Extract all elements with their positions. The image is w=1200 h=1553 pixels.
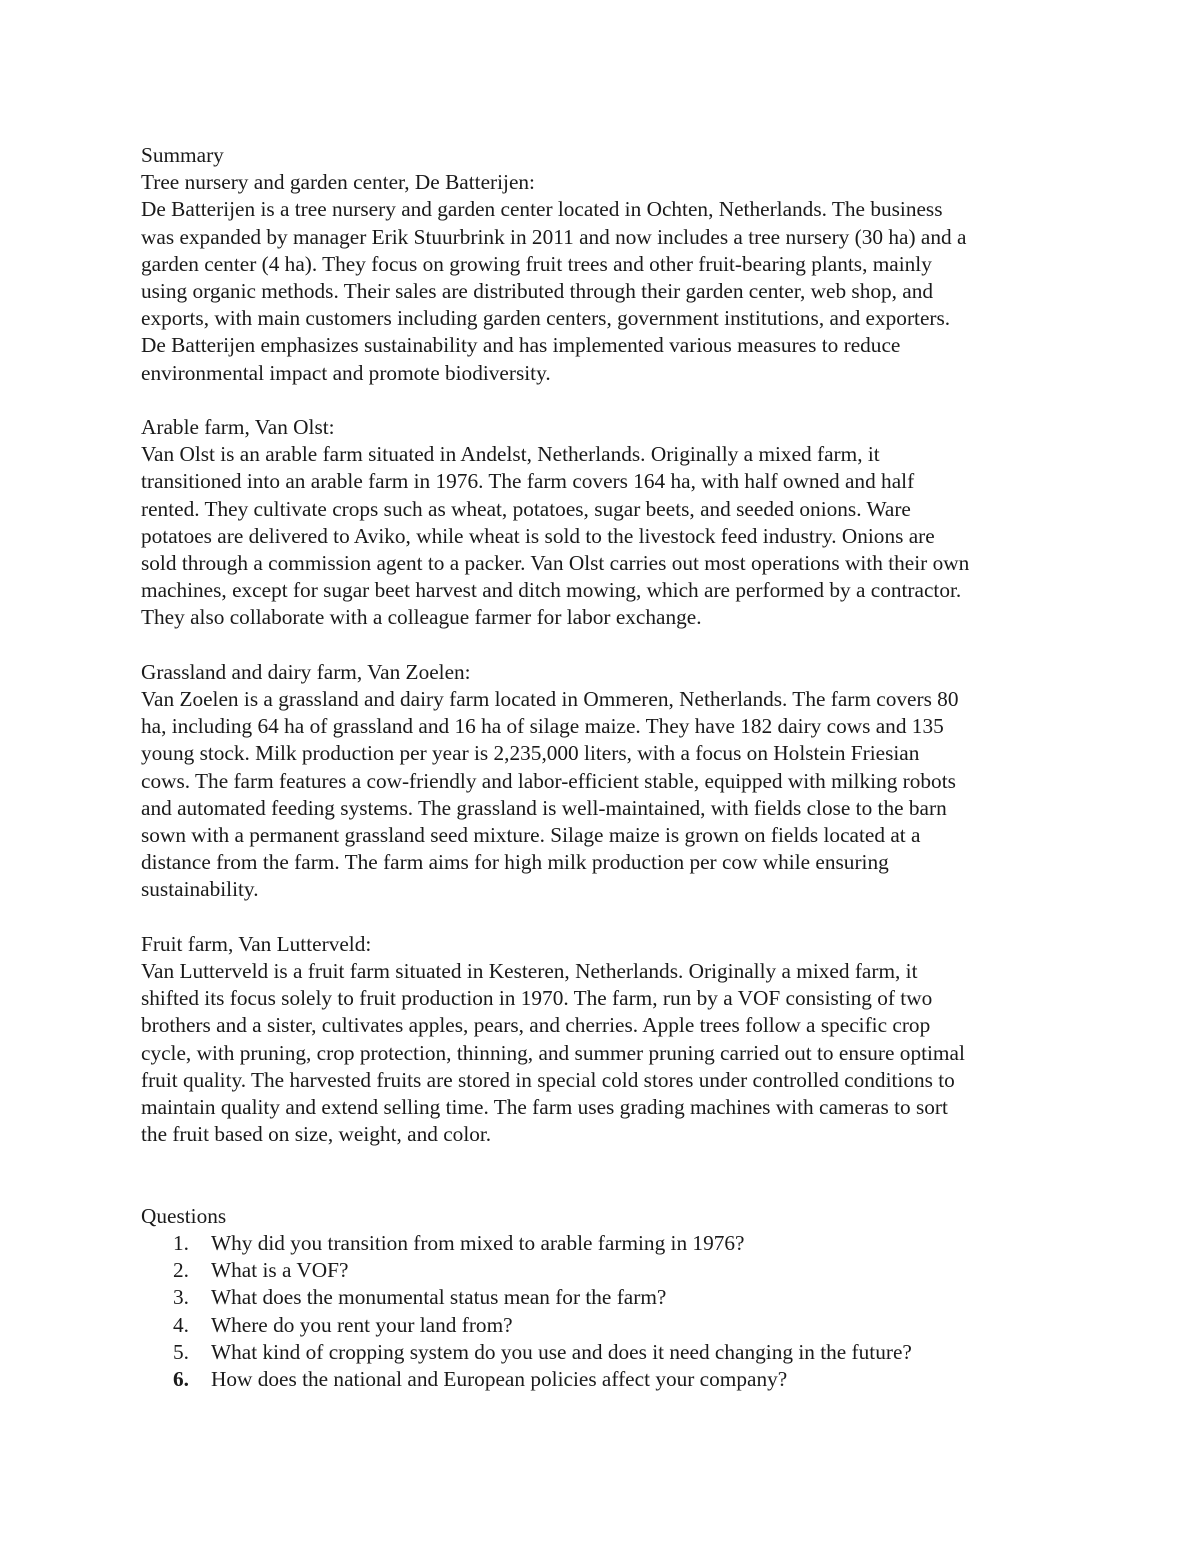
section-line: sustainability. [141,877,259,902]
section-line: machines, except for sugar beet harvest and ditch mowing, which are performed by a contractor. [141,578,962,603]
section-line: ha, including 64 ha of grassland and 16 ha of silage maize. They have 182 dairy cows and 135 [141,714,944,739]
section-line: the fruit based on size, weight, and color. [141,1122,492,1147]
question-number: 5. [173,1339,189,1364]
question-item [141,1366,1071,1393]
section-line: and automated feeding systems. The grassland is well-maintained, with fields close to the barn [141,795,947,820]
section-line: Van Zoelen is a grassland and dairy farm located in Ommeren, Netherlands. The farm covers 80 [141,687,959,712]
section-line: using organic methods. Their sales are distributed through their garden center, web shop, and [141,279,934,304]
question-item [141,1230,1071,1257]
section-line: was expanded by manager Erik Stuurbrink in 2011 and now includes a tree nursery (30 ha) and a [141,224,967,249]
section-line: fruit quality. The harvested fruits are stored in special cold stores under controlled conditions to [141,1067,955,1092]
question-number: 6. [173,1367,189,1392]
question-number: 4. [173,1312,189,1337]
question-text: What kind of cropping system do you use and does it need changing in the future? [211,1339,912,1364]
paragraph-spacer [141,904,1071,931]
question-text: How does the national and European policies affect your company? [211,1367,788,1392]
section-line: cycle, with pruning, crop protection, thinning, and summer pruning carried out to ensure optimal [141,1040,965,1065]
section-line: transitioned into an arable farm in 1976. The farm covers 164 ha, with half owned and half [141,469,915,494]
section-line: young stock. Milk production per year is 2,235,000 liters, with a focus on Holstein Friesian [141,741,920,766]
section-line: Van Olst is an arable farm situated in Andelst, Netherlands. Originally a mixed farm, it [141,442,880,467]
section-line: They also collaborate with a colleague farmer for labor exchange. [141,605,702,630]
question-text: What is a VOF? [211,1258,349,1283]
question-item [141,1257,1071,1284]
document-body [141,142,1071,1393]
section-van-olst [141,414,1071,632]
question-text: What does the monumental status mean for the farm? [211,1285,667,1310]
section-title: Tree nursery and garden center, De Batterijen: [141,170,535,195]
section-line: maintain quality and extend selling time. The farm uses grading machines with cameras to sort [141,1095,948,1120]
section-line: rented. They cultivate crops such as wheat, potatoes, sugar beets, and seeded onions. Ware [141,496,911,521]
section-line: brothers and a sister, cultivates apples, pears, and cherries. Apple trees follow a specific crop [141,1013,931,1038]
question-item [141,1284,1071,1311]
question-number: 3. [173,1285,189,1310]
question-number: 2. [173,1258,189,1283]
question-text: Why did you transition from mixed to arable farming in 1976? [211,1231,745,1256]
section-line: potatoes are delivered to Aviko, while wheat is sold to the livestock feed industry. Onions are [141,523,935,548]
section-title: Arable farm, Van Olst: [141,415,335,440]
paragraph-spacer [141,632,1071,659]
section-line: environmental impact and promote biodiversity. [141,360,551,385]
questions-heading: Questions [141,1203,227,1228]
section-van-lutterveld [141,931,1071,1149]
question-number: 1. [173,1231,189,1256]
section-title: Fruit farm, Van Lutterveld: [141,931,372,956]
section-line: sold through a commission agent to a packer. Van Olst carries out most operations with their own [141,551,970,576]
question-item [141,1339,1071,1366]
paragraph-spacer [141,1148,1071,1202]
section-line: sown with a permanent grassland seed mixture. Silage maize is grown on fields located at a [141,823,921,848]
section-line: cows. The farm features a cow-friendly and labor-efficient stable, equipped with milking robots [141,768,956,793]
section-de-batterijen [141,169,1071,387]
section-line: De Batterijen emphasizes sustainability and has implemented various measures to reduce [141,333,901,358]
paragraph-spacer [141,387,1071,414]
section-line: exports, with main customers including garden centers, government institutions, and exporters. [141,306,951,331]
section-line: shifted its focus solely to fruit production in 1970. The farm, run by a VOF consisting of two [141,986,933,1011]
section-line: distance from the farm. The farm aims for high milk production per cow while ensuring [141,850,889,875]
summary-heading: Summary [141,143,224,167]
question-item [141,1312,1071,1339]
section-line: De Batterijen is a tree nursery and garden center located in Ochten, Netherlands. The business [141,197,943,222]
questions-section [141,1203,1071,1393]
section-van-zoelen [141,659,1071,904]
section-title: Grassland and dairy farm, Van Zoelen: [141,659,471,684]
section-line: garden center (4 ha). They focus on growing fruit trees and other fruit-bearing plants, mainly [141,251,932,276]
section-line: Van Lutterveld is a fruit farm situated in Kesteren, Netherlands. Originally a mixed farm, it [141,959,918,984]
question-text: Where do you rent your land from? [211,1312,513,1337]
questions-list [141,1230,1071,1393]
